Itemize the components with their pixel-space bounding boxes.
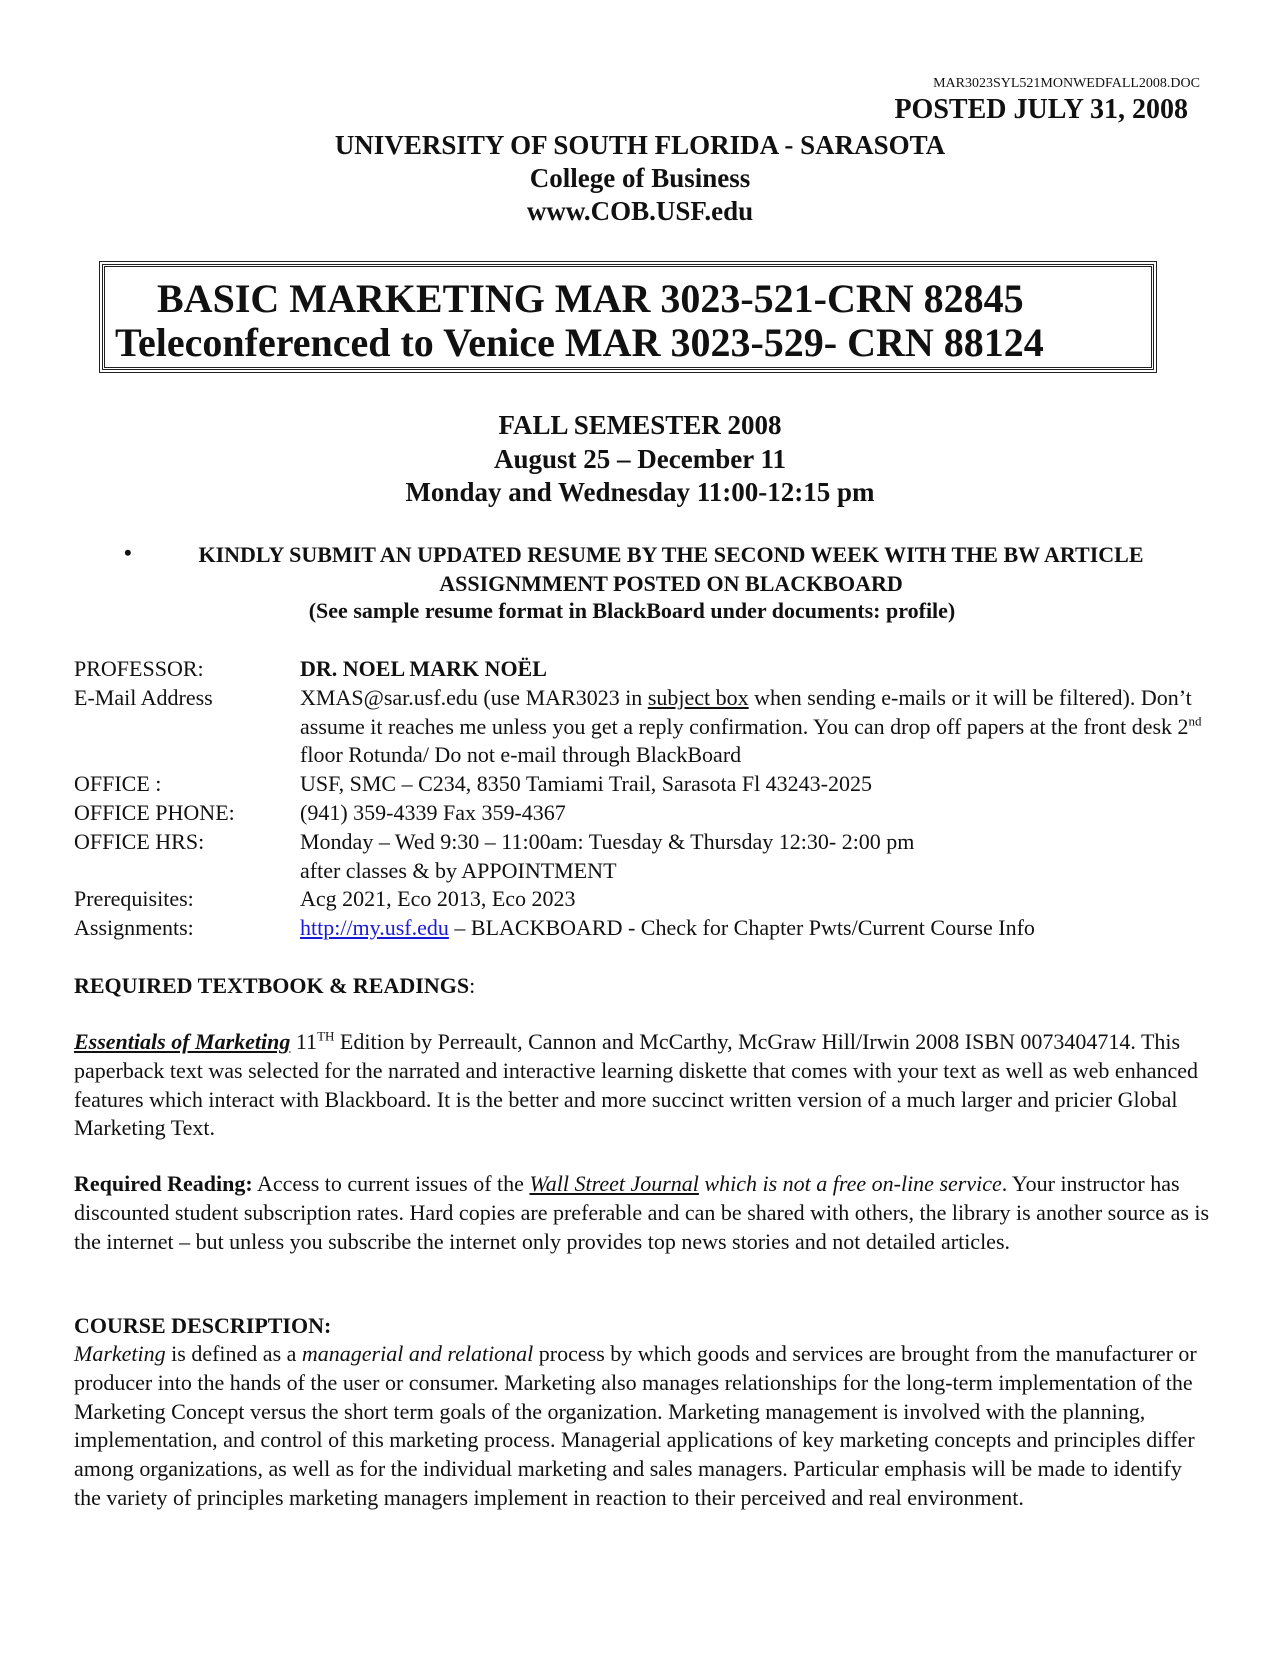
textbook-paragraph xyxy=(74,1028,1214,1143)
textbook-details: Edition by Perreault, Cannon and McCarthy, McGraw Hill/Irwin 2008 ISBN 0073404714. This paperback text was selected for the narrated and interactive learning diskette that comes with your text as well as web enhanced features which interact with Blackboard. It is the better and more succinct written version of a much larger and pricier Global Marketing Text. xyxy=(74,1029,1198,1141)
wsj-title: Wall Street Journal xyxy=(529,1171,699,1196)
course-info-table xyxy=(74,655,1214,943)
textbook-heading xyxy=(74,972,1214,1001)
blackboard-link[interactable]: http://my.usf.edu xyxy=(300,915,449,941)
course-description-paragraph xyxy=(74,1340,1214,1513)
phone-label: OFFICE PHONE: xyxy=(74,799,235,825)
hours-line2: after classes & by APPOINTMENT xyxy=(300,857,617,883)
info-row-prereq xyxy=(74,885,1214,914)
textbook-heading-text: REQUIRED TEXTBOOK & READINGS xyxy=(74,973,470,998)
course-title-line1: BASIC MARKETING MAR 3023-521-CRN 82845 xyxy=(157,276,1024,321)
college-website: www.COB.USF.edu xyxy=(526,196,754,226)
hours-label: OFFICE HRS: xyxy=(74,828,205,854)
course-title-box xyxy=(102,264,1154,370)
hours-value xyxy=(300,828,1214,886)
file-name: MAR3023SYL521MONWEDFALL2008.DOC xyxy=(933,76,1200,91)
desc-term-managerial: managerial and relational xyxy=(301,1341,534,1366)
required-reading-label: Required Reading: xyxy=(74,1171,253,1196)
office-label: OFFICE : xyxy=(74,771,162,797)
assignments-label: Assignments: xyxy=(74,915,194,941)
professor-label: PROFESSOR: xyxy=(74,656,204,681)
phone-value: (941) 359-4339 Fax 359-4367 xyxy=(300,799,566,825)
semester-term: FALL SEMESTER 2008 xyxy=(498,410,782,440)
info-row-office xyxy=(74,770,1214,799)
info-row-hours xyxy=(74,828,1214,886)
course-description-heading: COURSE DESCRIPTION: xyxy=(74,1313,332,1338)
required-reading-paragraph xyxy=(74,1170,1214,1256)
office-value: USF, SMC – C234, 8350 Tamiami Trail, Sarasota Fl 43243-2025 xyxy=(300,771,873,797)
hours-line1: Monday – Wed 9:30 – 11:00am: Tuesday & Thursday 12:30- 2:00 pm xyxy=(300,828,915,854)
class-schedule: Monday and Wednesday 11:00-12:15 pm xyxy=(405,477,875,507)
reading-text-3: . Your instructor has discounted student subscription rates. Hard copies are preferable and can be shared with others, the library is another source as is the internet – but unless you subscribe the internet only provides top news stories and not detailed articles. xyxy=(74,1171,1210,1254)
textbook-edition: 11 xyxy=(290,1029,318,1054)
email-label: E-Mail Address xyxy=(74,684,213,710)
desc-term-marketing: Marketing xyxy=(74,1341,166,1366)
email-value xyxy=(300,684,1214,770)
college-name: College of Business xyxy=(529,163,751,193)
prereq-label: Prerequisites: xyxy=(74,886,194,912)
assignments-value xyxy=(300,914,1214,943)
info-row-email xyxy=(74,684,1214,770)
notice-text: KINDLY SUBMIT AN UPDATED RESUME BY THE SECOND WEEK WITH THE BW ARTICLE ASSIGNMMENT POSTED ON BLACKBOARD xyxy=(198,542,1144,596)
prereq-value: Acg 2021, Eco 2013, Eco 2023 xyxy=(300,886,576,912)
email-text-2: when sending e-mails or it will be filtered). Don’t assume it reaches me unless you get a reply confirmation. You can drop off papers at the front desk 2 xyxy=(300,684,1192,739)
desc-text-2: process by which goods and services are brought from the manufacturer or producer into the hands of the user or consumer. Marketing also manages relationships for the long-term implementation of the Marketing Concept versus the short term goals of the organization. Marketing management is involved with the planning, implementation, and control of this marketing process. Managerial applications of key marketing concepts and principles differ among organizations, as well as for the individual marketing and sales managers. Particular emphasis will be made to identify the variety of principles marketing managers implement in reaction to their perceived and real environment. xyxy=(74,1341,1197,1510)
professor-name: DR. NOEL MARK NOËL xyxy=(300,656,547,681)
reading-text-2: which is not a free on-line service xyxy=(698,1171,1002,1196)
email-superscript: nd xyxy=(1188,713,1202,729)
info-row-professor xyxy=(74,655,1214,684)
bullet-icon: • xyxy=(124,540,132,565)
textbook-title: Essentials of Marketing xyxy=(74,1029,291,1054)
posted-date: POSTED JULY 31, 2008 xyxy=(894,94,1188,125)
course-title-line2: Teleconferenced to Venice MAR 3023-529- CRN 88124 xyxy=(115,320,1044,365)
email-subject-box: subject box xyxy=(647,684,749,710)
info-row-phone xyxy=(74,799,1214,828)
email-text-1: XMAS@sar.usf.edu (use MAR3023 in xyxy=(300,684,648,710)
notice-subtext: (See sample resume format in BlackBoard under documents: profile) xyxy=(308,598,956,623)
info-row-assignments xyxy=(74,914,1214,943)
university-name: UNIVERSITY OF SOUTH FLORIDA - SARASOTA xyxy=(334,130,946,160)
textbook-edition-superscript: TH xyxy=(317,1028,335,1044)
textbook-heading-colon: : xyxy=(469,973,476,998)
assignments-text: – BLACKBOARD - Check for Chapter Pwts/Current Course Info xyxy=(448,915,1035,941)
email-text-3: floor Rotunda/ Do not e-mail through BlackBoard xyxy=(300,742,742,768)
semester-dates: August 25 – December 11 xyxy=(494,444,786,474)
reading-text-1: Access to current issues of the xyxy=(252,1171,530,1196)
desc-text-1: is defined as a xyxy=(165,1341,302,1366)
